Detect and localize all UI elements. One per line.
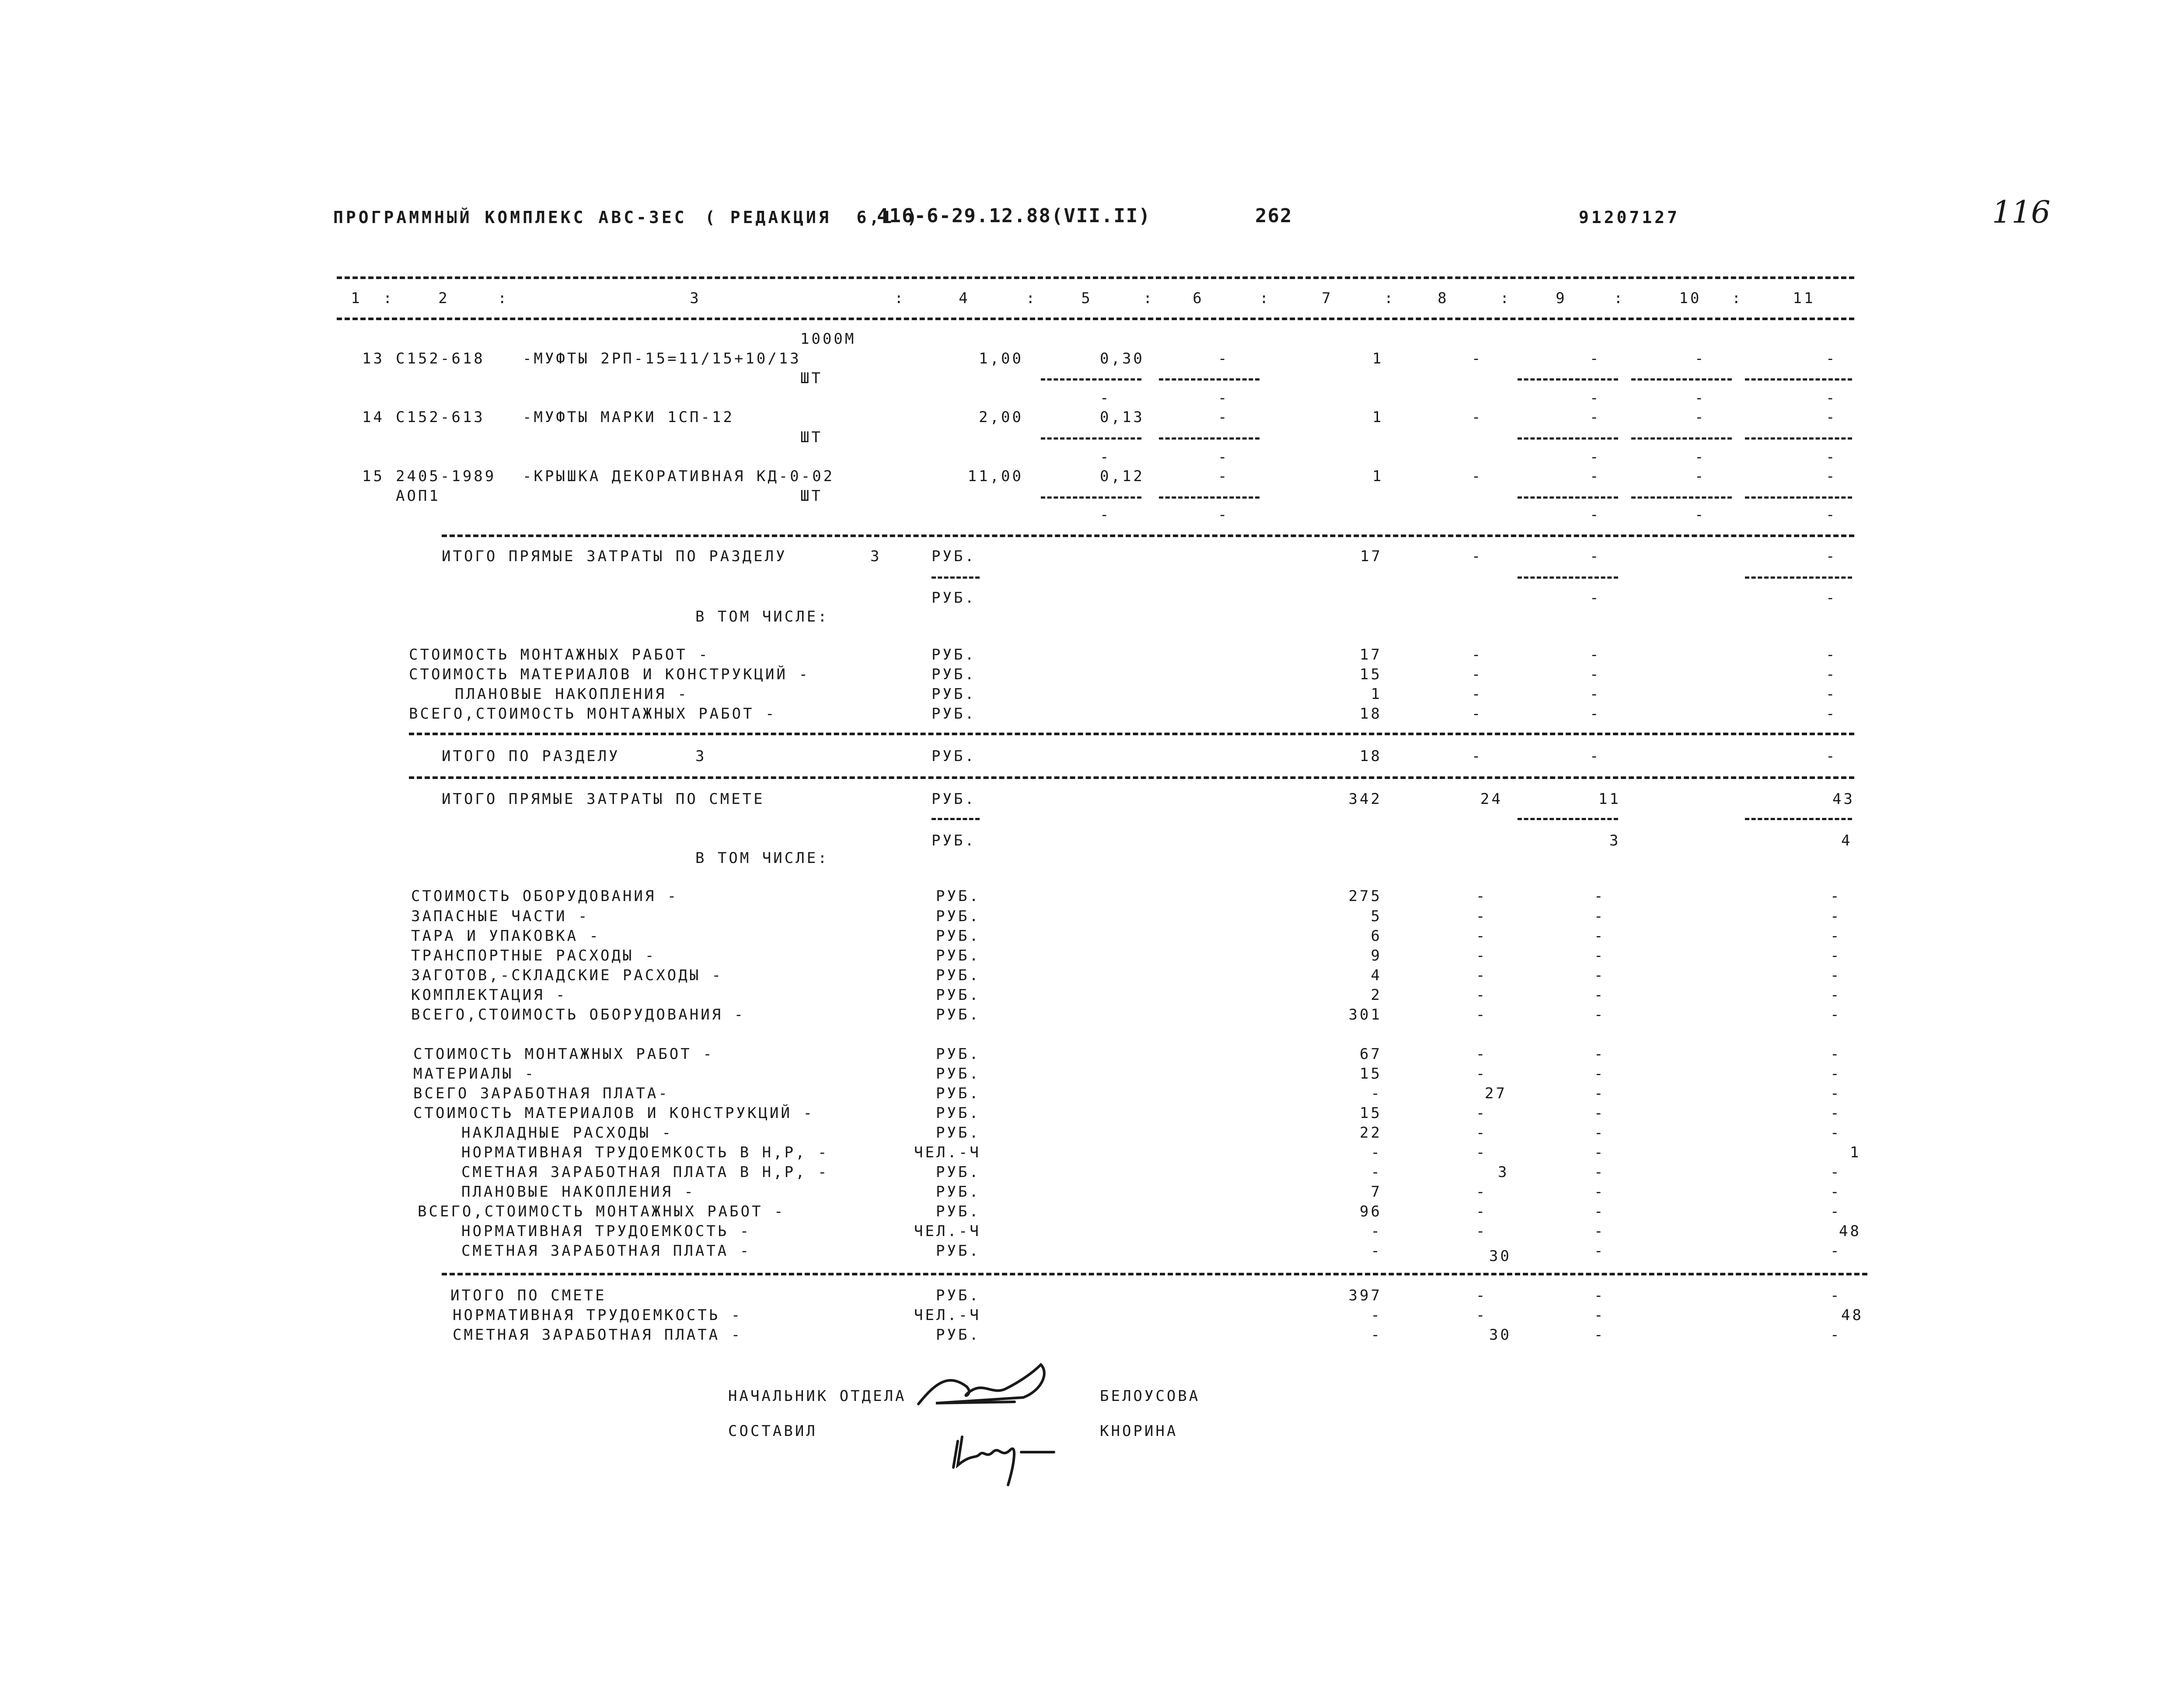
col-header-7: 7 bbox=[1322, 290, 1333, 307]
section-sum-col11: - bbox=[1826, 747, 1837, 765]
section-total-unit: РУБ. bbox=[932, 548, 976, 565]
works-label: ПЛАНОВЫЕ НАКОПЛЕНИЯ - bbox=[461, 1183, 695, 1201]
equipment-unit: РУБ. bbox=[936, 947, 980, 964]
item-price: 0,13 bbox=[1100, 409, 1144, 426]
labor-total-col11: 48 bbox=[1841, 1306, 1863, 1324]
estimate-total-col9-second: 3 bbox=[1609, 832, 1621, 849]
wage-total-col11: - bbox=[1830, 1326, 1842, 1344]
grand-total-unit: РУБ. bbox=[936, 1287, 980, 1304]
section-total-col8: - bbox=[1472, 548, 1483, 565]
equipment-value: 275 bbox=[1348, 887, 1382, 905]
works-col11: - bbox=[1830, 1124, 1842, 1142]
breakdown-value: 17 bbox=[1360, 646, 1382, 664]
estimate-total-col11-second: 4 bbox=[1841, 832, 1853, 849]
breakdown-col8: - bbox=[1472, 705, 1483, 723]
labor-total-unit: ЧЕЛ.-Ч bbox=[914, 1306, 981, 1324]
estimate-total-col11: 43 bbox=[1832, 790, 1855, 808]
works-col11: - bbox=[1830, 1203, 1842, 1220]
works-col8: 30 bbox=[1489, 1247, 1511, 1265]
compiler-signature bbox=[945, 1411, 1076, 1494]
cell-dash: - bbox=[1218, 506, 1229, 524]
cell-dash: - bbox=[1100, 506, 1111, 524]
breakdown-col9: - bbox=[1590, 646, 1601, 664]
works-unit: РУБ. bbox=[936, 1203, 980, 1220]
estimate-total-unit-2: РУБ. bbox=[932, 832, 976, 849]
col-header-5: 5 bbox=[1081, 290, 1092, 307]
cell-dash: - bbox=[1826, 389, 1837, 407]
item-code: С152-613 bbox=[396, 409, 485, 426]
works-label: ВСЕГО ЗАРАБОТНАЯ ПЛАТА- bbox=[413, 1085, 670, 1102]
works-label: НОРМАТИВНАЯ ТРУДОЕМКОСТЬ В Н,Р, - bbox=[461, 1144, 829, 1161]
works-col9: - bbox=[1594, 1222, 1605, 1240]
col-separator: : bbox=[383, 290, 394, 307]
col-header-4: 4 bbox=[959, 290, 970, 307]
works-unit: РУБ. bbox=[936, 1065, 980, 1083]
total-rule bbox=[442, 1273, 1867, 1275]
works-col9: - bbox=[1594, 1242, 1605, 1260]
item-quantity: 11,00 bbox=[967, 468, 1023, 485]
section-total-col11: - bbox=[1826, 548, 1837, 565]
cell-rule bbox=[1631, 437, 1732, 440]
wage-total-label: СМЕТНАЯ ЗАРАБОТНАЯ ПЛАТА - bbox=[453, 1326, 743, 1344]
section-rule bbox=[409, 733, 1854, 735]
works-col8: - bbox=[1476, 1222, 1487, 1240]
cell-rule bbox=[1745, 437, 1852, 440]
works-value: 7 bbox=[1371, 1183, 1382, 1201]
item-unit: ШТ bbox=[800, 429, 823, 446]
works-value: - bbox=[1371, 1163, 1382, 1181]
item-price: 0,30 bbox=[1100, 350, 1144, 367]
equipment-unit: РУБ. bbox=[936, 908, 980, 925]
compiled-by-label: СОСТАВИЛ bbox=[728, 1422, 817, 1440]
item-col8: - bbox=[1472, 409, 1483, 426]
works-col11: - bbox=[1830, 1045, 1842, 1063]
program-name: ПРОГРАММНЫЙ КОМПЛЕКС АВС-3ЕС bbox=[333, 208, 687, 227]
item-col6: - bbox=[1218, 350, 1229, 367]
cell-dash: - bbox=[1695, 506, 1706, 524]
works-label: НАКЛАДНЫЕ РАСХОДЫ - bbox=[461, 1124, 673, 1142]
cell-dash: - bbox=[1590, 506, 1601, 524]
cell-rule bbox=[1159, 437, 1259, 440]
breakdown-col11: - bbox=[1826, 705, 1837, 723]
equipment-col8: - bbox=[1476, 1006, 1487, 1023]
cell-dash: - bbox=[1100, 448, 1111, 466]
cell-rule bbox=[1745, 576, 1852, 579]
cell-dash: - bbox=[1100, 389, 1111, 407]
works-value: 67 bbox=[1360, 1045, 1382, 1063]
grand-total-label: ИТОГО ПО СМЕТЕ bbox=[450, 1287, 607, 1304]
works-label: СТОИМОСТЬ МАТЕРИАЛОВ И КОНСТРУКЦИЙ - bbox=[413, 1104, 814, 1122]
works-value: - bbox=[1371, 1144, 1382, 1161]
cell-rule bbox=[932, 818, 980, 820]
col-separator: : bbox=[1259, 290, 1271, 307]
equipment-label: ЗАГОТОВ,-СКЛАДСКИЕ РАСХОДЫ - bbox=[411, 967, 723, 984]
item-code: 2405-1989 bbox=[396, 468, 496, 485]
col-separator: : bbox=[1732, 290, 1743, 307]
equipment-unit: РУБ. bbox=[936, 927, 980, 945]
cell-rule bbox=[1745, 496, 1852, 499]
item-number: 14 bbox=[362, 409, 384, 426]
section-total-label: ИТОГО ПРЯМЫЕ ЗАТРАТЫ ПО РАЗДЕЛУ bbox=[442, 548, 787, 565]
works-col8: - bbox=[1476, 1203, 1487, 1220]
equipment-col11: - bbox=[1830, 887, 1842, 905]
estimate-total-value: 342 bbox=[1348, 790, 1382, 808]
cell-rule bbox=[1041, 378, 1141, 381]
cell-rule bbox=[1631, 496, 1732, 499]
equipment-unit: РУБ. bbox=[936, 986, 980, 1004]
section-total-col9: - bbox=[1590, 548, 1601, 565]
cell-dash: - bbox=[1826, 589, 1837, 607]
including-label: В ТОМ ЧИСЛЕ: bbox=[695, 849, 829, 867]
equipment-value: 2 bbox=[1371, 986, 1382, 1004]
header-rule-top bbox=[337, 276, 1854, 279]
col-separator: : bbox=[1500, 290, 1511, 307]
breakdown-label: СТОИМОСТЬ МАТЕРИАЛОВ И КОНСТРУКЦИЙ - bbox=[409, 666, 810, 683]
equipment-label: ВСЕГО,СТОИМОСТЬ ОБОРУДОВАНИЯ - bbox=[411, 1006, 746, 1023]
item-quantity: 1,00 bbox=[979, 350, 1023, 367]
cell-rule bbox=[1159, 496, 1259, 499]
item-price: 0,12 bbox=[1100, 468, 1144, 485]
head-of-department-name: БЕЛОУСОВА bbox=[1100, 1387, 1200, 1405]
equipment-value: 4 bbox=[1371, 967, 1382, 984]
equipment-unit: РУБ. bbox=[936, 1006, 980, 1023]
equipment-col9: - bbox=[1594, 967, 1605, 984]
item-unit-top: 1000М bbox=[800, 330, 856, 348]
grand-total-col8: - bbox=[1476, 1287, 1487, 1304]
item-col7: 1 bbox=[1372, 468, 1384, 485]
col-header-9: 9 bbox=[1556, 290, 1567, 307]
cell-rule bbox=[1041, 437, 1141, 440]
section-sum-col9: - bbox=[1590, 747, 1601, 765]
works-label: ВСЕГО,СТОИМОСТЬ МОНТАЖНЫХ РАБОТ - bbox=[418, 1203, 785, 1220]
works-col11: 1 bbox=[1850, 1144, 1861, 1161]
breakdown-unit: РУБ. bbox=[932, 685, 976, 703]
item-name: -МУФТЫ МАРКИ 1СП-12 bbox=[523, 409, 734, 426]
cell-dash: - bbox=[1695, 389, 1706, 407]
works-col9: - bbox=[1594, 1065, 1605, 1083]
cell-rule bbox=[1745, 378, 1852, 381]
equipment-col9: - bbox=[1594, 908, 1605, 925]
col-separator: : bbox=[1384, 290, 1396, 307]
works-unit: РУБ. bbox=[936, 1045, 980, 1063]
equipment-label: ТРАНСПОРТНЫЕ РАСХОДЫ - bbox=[411, 947, 656, 964]
works-unit: ЧЕЛ.-Ч bbox=[914, 1222, 981, 1240]
equipment-col8: - bbox=[1476, 908, 1487, 925]
works-unit: РУБ. bbox=[936, 1242, 980, 1260]
cell-dash: - bbox=[1590, 389, 1601, 407]
works-col9: - bbox=[1594, 1183, 1605, 1201]
equipment-col8: - bbox=[1476, 967, 1487, 984]
cell-rule bbox=[1745, 818, 1852, 820]
edition-label: ( РЕДАКЦИЯ 6,1 ) bbox=[705, 208, 920, 227]
grand-total-value: 397 bbox=[1348, 1287, 1382, 1304]
col-separator: : bbox=[1614, 290, 1625, 307]
compiled-by-name: КНОРИНА bbox=[1100, 1422, 1178, 1440]
labor-total-col8: - bbox=[1476, 1306, 1487, 1324]
section-total-number: 3 bbox=[870, 548, 882, 565]
works-col8: - bbox=[1476, 1144, 1487, 1161]
works-col9: - bbox=[1594, 1203, 1605, 1220]
cell-rule bbox=[1518, 378, 1618, 381]
estimate-total-col9: 11 bbox=[1598, 790, 1621, 808]
item-col9: - bbox=[1590, 468, 1601, 485]
item-col11: - bbox=[1826, 468, 1837, 485]
equipment-col8: - bbox=[1476, 947, 1487, 964]
item-unit: ШТ bbox=[800, 370, 823, 387]
cell-dash: - bbox=[1826, 448, 1837, 466]
equipment-col11: - bbox=[1830, 1006, 1842, 1023]
col-header-6: 6 bbox=[1193, 290, 1204, 307]
works-col11: - bbox=[1830, 1104, 1842, 1122]
works-value: - bbox=[1371, 1222, 1382, 1240]
col-header-1: 1 bbox=[351, 290, 362, 307]
head-signature bbox=[910, 1356, 1067, 1417]
works-col11: - bbox=[1830, 1183, 1842, 1201]
sheet-number: 116 bbox=[1992, 194, 2051, 230]
breakdown-value: 1 bbox=[1371, 685, 1382, 703]
item-number: 15 bbox=[362, 468, 384, 485]
equipment-col11: - bbox=[1830, 908, 1842, 925]
breakdown-label: ПЛАНОВЫЕ НАКОПЛЕНИЯ - bbox=[455, 685, 689, 703]
col-header-11: 11 bbox=[1793, 290, 1815, 307]
cell-dash: - bbox=[1218, 389, 1229, 407]
works-col9: - bbox=[1594, 1124, 1605, 1142]
equipment-col9: - bbox=[1594, 986, 1605, 1004]
section-sum-number: 3 bbox=[695, 747, 707, 765]
works-col9: - bbox=[1594, 1104, 1605, 1122]
estimate-total-unit: РУБ. bbox=[932, 790, 976, 808]
breakdown-col9: - bbox=[1590, 705, 1601, 723]
cell-rule bbox=[932, 576, 980, 579]
item-name: -КРЫШКА ДЕКОРАТИВНАЯ КД-0-02 bbox=[523, 468, 835, 485]
works-unit: ЧЕЛ.-Ч bbox=[914, 1144, 981, 1161]
works-label: НОРМАТИВНАЯ ТРУДОЕМКОСТЬ - bbox=[461, 1222, 751, 1240]
estimate-total-col8: 24 bbox=[1480, 790, 1503, 808]
works-label: СТОИМОСТЬ МОНТАЖНЫХ РАБОТ - bbox=[413, 1045, 714, 1063]
page-number: 262 bbox=[1255, 205, 1293, 227]
breakdown-col8: - bbox=[1472, 685, 1483, 703]
equipment-col8: - bbox=[1476, 986, 1487, 1004]
works-col8: - bbox=[1476, 1065, 1487, 1083]
works-col8: - bbox=[1476, 1045, 1487, 1063]
works-value: - bbox=[1371, 1242, 1382, 1260]
works-col9: - bbox=[1594, 1085, 1605, 1102]
works-label: СМЕТНАЯ ЗАРАБОТНАЯ ПЛАТА В Н,Р, - bbox=[461, 1163, 829, 1181]
item-col8: - bbox=[1472, 350, 1483, 367]
breakdown-unit: РУБ. bbox=[932, 646, 976, 664]
item-col8: - bbox=[1472, 468, 1483, 485]
equipment-col9: - bbox=[1594, 927, 1605, 945]
col-header-3: 3 bbox=[690, 290, 701, 307]
cell-dash: - bbox=[1826, 506, 1837, 524]
item-col10: - bbox=[1695, 409, 1706, 426]
breakdown-unit: РУБ. bbox=[932, 705, 976, 723]
works-unit: РУБ. bbox=[936, 1085, 980, 1102]
breakdown-col11: - bbox=[1826, 646, 1837, 664]
section-sum-unit: РУБ. bbox=[932, 747, 976, 765]
breakdown-col9: - bbox=[1590, 685, 1601, 703]
cell-rule bbox=[1518, 818, 1618, 820]
section-total-value: 17 bbox=[1360, 548, 1382, 565]
equipment-label: ТАРА И УПАКОВКА - bbox=[411, 927, 600, 945]
works-col8: 3 bbox=[1498, 1163, 1509, 1181]
cell-dash: - bbox=[1695, 448, 1706, 466]
document-code: 416-6-29.12.88(VII.II) bbox=[877, 205, 1151, 227]
breakdown-col8: - bbox=[1472, 646, 1483, 664]
works-label: СМЕТНАЯ ЗАРАБОТНАЯ ПЛАТА - bbox=[461, 1242, 751, 1260]
section-sum-value: 18 bbox=[1360, 747, 1382, 765]
works-unit: РУБ. bbox=[936, 1124, 980, 1142]
works-col8: 27 bbox=[1485, 1085, 1507, 1102]
labor-total-value: - bbox=[1371, 1306, 1382, 1324]
col-header-2: 2 bbox=[438, 290, 450, 307]
works-col11: 48 bbox=[1839, 1222, 1861, 1240]
col-header-8: 8 bbox=[1437, 290, 1449, 307]
works-col11: - bbox=[1830, 1085, 1842, 1102]
head-of-department-label: НАЧАЛЬНИК ОТДЕЛА bbox=[728, 1387, 907, 1405]
including-label: В ТОМ ЧИСЛЕ: bbox=[695, 608, 829, 625]
cell-rule bbox=[1518, 437, 1618, 440]
works-label: МАТЕРИАЛЫ - bbox=[413, 1065, 536, 1083]
item-number: 13 bbox=[362, 350, 384, 367]
equipment-value: 6 bbox=[1371, 927, 1382, 945]
estimate-total-label: ИТОГО ПРЯМЫЕ ЗАТРАТЫ ПО СМЕТЕ bbox=[442, 790, 765, 808]
breakdown-col8: - bbox=[1472, 666, 1483, 683]
works-col9: - bbox=[1594, 1163, 1605, 1181]
item-col10: - bbox=[1695, 350, 1706, 367]
grand-total-col11: - bbox=[1830, 1287, 1842, 1304]
equipment-value: 5 bbox=[1371, 908, 1382, 925]
equipment-col9: - bbox=[1594, 1006, 1605, 1023]
item-col9: - bbox=[1590, 409, 1601, 426]
works-unit: РУБ. bbox=[936, 1104, 980, 1122]
col-separator: : bbox=[1026, 290, 1037, 307]
works-unit: РУБ. bbox=[936, 1163, 980, 1181]
equipment-col11: - bbox=[1830, 947, 1842, 964]
equipment-label: КОМПЛЕКТАЦИЯ - bbox=[411, 986, 567, 1004]
wage-total-value: - bbox=[1371, 1326, 1382, 1344]
equipment-unit: РУБ. bbox=[936, 887, 980, 905]
equipment-col9: - bbox=[1594, 887, 1605, 905]
item-col11: - bbox=[1826, 409, 1837, 426]
works-value: 15 bbox=[1360, 1065, 1382, 1083]
equipment-col11: - bbox=[1830, 986, 1842, 1004]
labor-total-col9: - bbox=[1594, 1306, 1605, 1324]
cell-dash: - bbox=[1590, 448, 1601, 466]
cell-rule bbox=[1159, 378, 1259, 381]
works-value: - bbox=[1371, 1085, 1382, 1102]
breakdown-col11: - bbox=[1826, 666, 1837, 683]
item-col7: 1 bbox=[1372, 409, 1384, 426]
works-col11: - bbox=[1830, 1242, 1842, 1260]
works-unit: РУБ. bbox=[936, 1183, 980, 1201]
item-name: -МУФТЫ 2РП-15=11/15+10/13 bbox=[523, 350, 801, 367]
wage-total-unit: РУБ. bbox=[936, 1326, 980, 1344]
breakdown-col9: - bbox=[1590, 666, 1601, 683]
item-col11: - bbox=[1826, 350, 1837, 367]
header-rule-bottom bbox=[337, 318, 1854, 320]
item-code-secondary: АОП1 bbox=[396, 487, 440, 505]
cell-rule bbox=[1518, 576, 1618, 579]
cell-rule bbox=[1041, 496, 1141, 499]
item-unit: ШТ bbox=[800, 487, 823, 505]
cell-rule bbox=[1631, 378, 1732, 381]
works-col9: - bbox=[1594, 1144, 1605, 1161]
works-col8: - bbox=[1476, 1104, 1487, 1122]
works-value: 22 bbox=[1360, 1124, 1382, 1142]
section-total-unit-2: РУБ. bbox=[932, 589, 976, 607]
breakdown-col11: - bbox=[1826, 685, 1837, 703]
item-col6: - bbox=[1218, 409, 1229, 426]
item-code: С152-618 bbox=[396, 350, 485, 367]
breakdown-unit: РУБ. bbox=[932, 666, 976, 683]
equipment-col8: - bbox=[1476, 927, 1487, 945]
item-quantity: 2,00 bbox=[979, 409, 1023, 426]
equipment-col11: - bbox=[1830, 927, 1842, 945]
breakdown-value: 18 bbox=[1360, 705, 1382, 723]
wage-total-col9: - bbox=[1594, 1326, 1605, 1344]
equipment-label: СТОИМОСТЬ ОБОРУДОВАНИЯ - bbox=[411, 887, 679, 905]
col-separator: : bbox=[894, 290, 906, 307]
section-rule bbox=[409, 776, 1854, 779]
works-value: 96 bbox=[1360, 1203, 1382, 1220]
breakdown-label: ВСЕГО,СТОИМОСТЬ МОНТАЖНЫХ РАБОТ - bbox=[409, 705, 777, 723]
item-col10: - bbox=[1695, 468, 1706, 485]
cell-rule bbox=[1518, 496, 1618, 499]
equipment-label: ЗАПАСНЫЕ ЧАСТИ - bbox=[411, 908, 590, 925]
equipment-unit: РУБ. bbox=[936, 967, 980, 984]
equipment-col11: - bbox=[1830, 967, 1842, 984]
works-value: 15 bbox=[1360, 1104, 1382, 1122]
works-col11: - bbox=[1830, 1163, 1842, 1181]
cell-dash: - bbox=[1590, 589, 1601, 607]
works-col8: - bbox=[1476, 1124, 1487, 1142]
col-header-10: 10 bbox=[1679, 290, 1702, 307]
equipment-value: 301 bbox=[1348, 1006, 1382, 1023]
col-separator: : bbox=[1143, 290, 1155, 307]
item-col9: - bbox=[1590, 350, 1601, 367]
document-id: 91207127 bbox=[1579, 208, 1680, 227]
section-rule bbox=[442, 534, 1854, 537]
col-separator: : bbox=[498, 290, 509, 307]
breakdown-label: СТОИМОСТЬ МОНТАЖНЫХ РАБОТ - bbox=[409, 646, 710, 664]
breakdown-value: 15 bbox=[1360, 666, 1382, 683]
works-col9: - bbox=[1594, 1045, 1605, 1063]
wage-total-col8: 30 bbox=[1489, 1326, 1511, 1344]
equipment-value: 9 bbox=[1371, 947, 1382, 964]
item-col7: 1 bbox=[1372, 350, 1384, 367]
equipment-col8: - bbox=[1476, 887, 1487, 905]
section-sum-col8: - bbox=[1472, 747, 1483, 765]
grand-total-col9: - bbox=[1594, 1287, 1605, 1304]
item-col6: - bbox=[1218, 468, 1229, 485]
section-sum-label: ИТОГО ПО РАЗДЕЛУ bbox=[442, 747, 620, 765]
labor-total-label: НОРМАТИВНАЯ ТРУДОЕМКОСТЬ - bbox=[453, 1306, 743, 1324]
works-col11: - bbox=[1830, 1065, 1842, 1083]
equipment-col9: - bbox=[1594, 947, 1605, 964]
cell-dash: - bbox=[1218, 448, 1229, 466]
works-col8: - bbox=[1476, 1183, 1487, 1201]
